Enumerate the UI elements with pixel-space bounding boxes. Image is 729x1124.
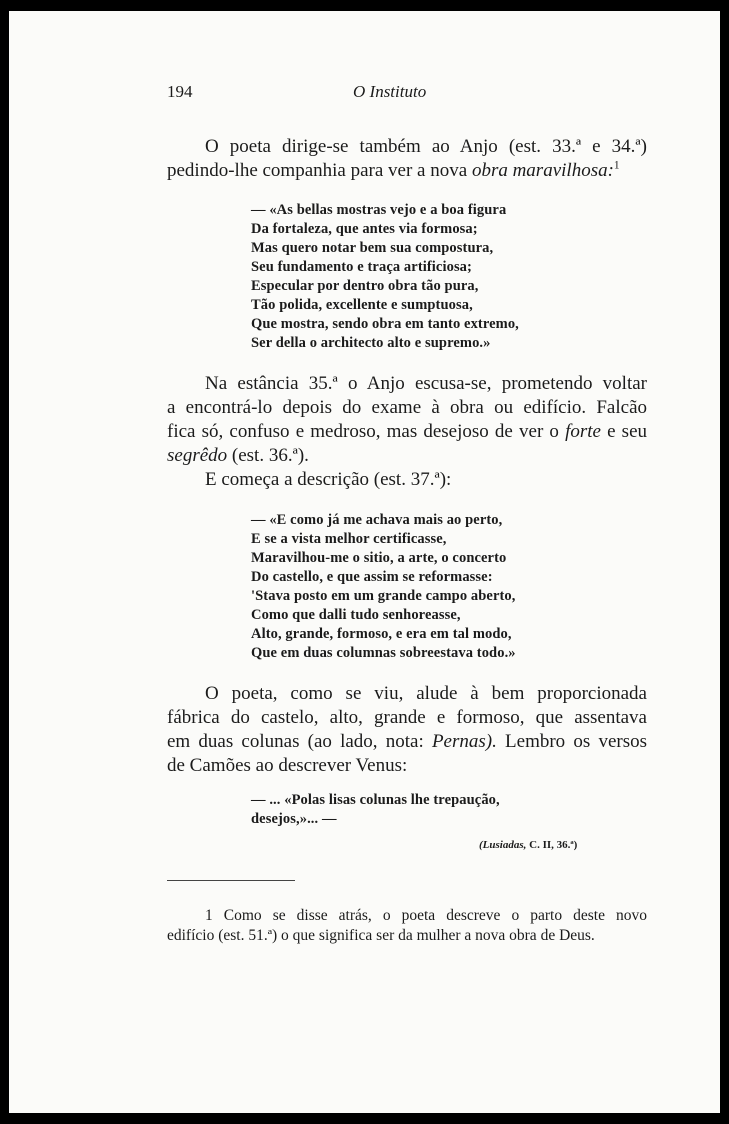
paragraph-camoes: [167, 682, 647, 778]
verse-block-3: [251, 791, 500, 829]
verse-line: Que em duas columnas sobreestava todo.»: [251, 645, 516, 661]
verse-line: Seu fundamento e traça artificiosa;: [251, 259, 472, 275]
obra-maravilhosa: obra maravilhosa:: [471, 160, 614, 181]
para2-line1: Na estância 35.ª o Anjo escusa-se, prometendo voltar: [205, 373, 647, 394]
verse-line: E se a vista melhor certificasse,: [251, 531, 447, 547]
page-number: 194: [167, 82, 193, 101]
verse-line: — «E como já me achava mais ao perto,: [251, 512, 503, 528]
para2-line2: a encontrá-lo depois do exame à obra ou edifício. Falcão: [167, 397, 647, 418]
verse-line: — «As bellas mostras vejo e a boa figura: [251, 202, 507, 218]
verse-block-1: [251, 201, 519, 353]
verse-line: Mas quero notar bem sua compostura,: [251, 240, 494, 256]
footnote-ref: 1: [613, 159, 620, 172]
verse-line: Como que dalli tudo senhoreasse,: [251, 607, 461, 623]
verse-line: Que mostra, sendo obra em tanto extremo,: [251, 316, 519, 332]
para1-line2: pedindo-lhe companhia para ver a nova obra maravilhosa:$^1$: [167, 159, 620, 181]
verse-line: desejos,»... —: [251, 811, 337, 827]
footnote-line2: edifício (est. 51.ª) o que significa ser da mulher a nova obra de Deus.: [167, 927, 595, 944]
para2-line3: fica só, confuso e medroso, mas desejoso de ver o forte e seu: [167, 421, 647, 442]
verse-line: Ser della o architecto alto e supremo.»: [251, 335, 491, 351]
verse-line: Maravilhou-me o sitio, a arte, o concerto: [251, 550, 507, 566]
verse-line: Especular por dentro obra tão pura,: [251, 278, 479, 294]
para2-line4: segrêdo (est. 36.ª).: [167, 445, 309, 466]
citation-lusiadas: (Lusiadas, C. II, 36.ª): [479, 839, 578, 851]
para3-line4: de Camões ao descrever Venus:: [167, 755, 408, 776]
verse-line: — ... «Polas lisas colunas lhe trepaução,: [251, 792, 500, 808]
verse-line: Do castello, e que assim se reformasse:: [251, 569, 493, 585]
para3-line3: em duas colunas (ao lado, nota: Pernas). Lembro os versos: [167, 731, 647, 752]
para2-line5: E começa a descrição (est. 37.ª):: [205, 469, 452, 490]
footnote-line1: 1 Como se disse atrás, o poeta descreve o parto deste novo: [205, 907, 647, 924]
verse-line: Alto, grande, formoso, e era em tal modo,: [251, 626, 512, 642]
verse-line: Tão polida, excellente e sumptuosa,: [251, 297, 473, 313]
footnote-marker: 1: [205, 907, 213, 924]
running-title: O Instituto: [353, 82, 427, 101]
paragraph-intro: [167, 135, 647, 183]
para3-line1: O poeta, como se viu, alude à bem proporcionada: [205, 683, 647, 704]
paragraph-estancia: [167, 372, 647, 492]
page: [9, 11, 720, 1113]
footnote: [167, 906, 647, 946]
footnote-divider: [167, 880, 295, 881]
verse-block-2: [251, 511, 516, 663]
para1-line1: O poeta dirige-se também ao Anjo (est. 33.ª e 34.ª): [205, 136, 647, 157]
para3-line2: fábrica do castelo, alto, grande e formoso, que assentava: [167, 707, 647, 728]
verse-line: Da fortaleza, que antes via formosa;: [251, 221, 478, 237]
verse-line: 'Stava posto em um grande campo aberto,: [251, 588, 516, 604]
